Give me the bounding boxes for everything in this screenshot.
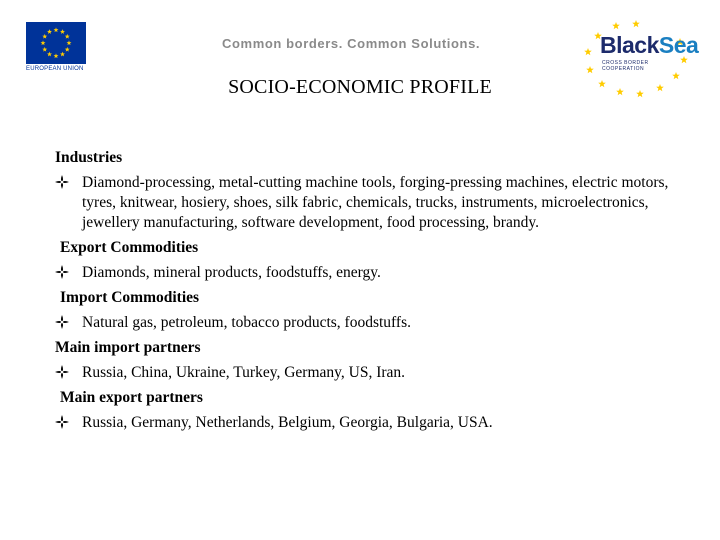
diamond-bullet-icon [55,265,69,279]
list-item-text: Diamond-processing, metal-cutting machine tools, forging-pressing machines, electric motors, tyres, knitwear, hosiery, shoes, silk fabric, chemicals, trucks, instruments, microelectronics, jewellery manufacturing, software development, food processing, brandy. [82,174,669,231]
section-heading-import-partners: Main import partners [55,339,201,356]
eu-star-icon [65,34,70,39]
list-item-export [55,263,675,283]
logo-word-black: Black [600,32,659,58]
page-title: SOCIO-ECONOMIC PROFILE [228,76,492,98]
eu-label: EUROPEAN UNION [26,66,84,72]
logo-star-icon [612,22,620,29]
section-heading-export-partners: Main export partners [60,389,203,406]
logo-sub-line2: COOPERATION [602,66,645,72]
list-item-import-partners [55,363,675,383]
list-item-text: Russia, Germany, Netherlands, Belgium, Georgia, Bulgaria, USA. [82,414,493,431]
diamond-bullet-icon [55,365,69,379]
eu-star-icon [42,47,47,52]
logo-star-icon [632,20,640,27]
tagline: Common borders. Common Solutions. [222,36,481,51]
section-heading-industries: Industries [55,149,123,166]
list-item-text: Russia, China, Ukraine, Turkey, Germany, US, Iran. [82,364,406,381]
diamond-bullet-icon [55,315,69,329]
logo-word-sea: Sea [658,32,699,58]
list-item-industries [55,173,675,233]
list-item-text: Diamonds, mineral products, foodstuffs, energy. [82,264,381,281]
section-heading-import: Import Commodities [60,289,200,306]
list-item-export-partners [55,413,675,433]
logo-sub-line1: CROSS BORDER [602,60,649,66]
diamond-bullet-icon [55,175,69,189]
list-item-import [55,313,675,333]
eu-star-icon [67,40,72,45]
list-item-text: Natural gas, petroleum, tobacco products, foodstuffs. [82,314,412,331]
eu-star-icon [60,52,65,57]
eu-star-icon [42,34,47,39]
eu-star-icon [47,29,52,34]
diamond-bullet-icon [55,415,69,429]
profile-content [55,143,675,433]
eu-star-icon [41,40,46,45]
eu-logo [26,22,86,72]
eu-star-icon [60,29,65,34]
eu-star-icon [54,27,59,32]
eu-star-icon [47,52,52,57]
logo-star-icon [586,66,594,73]
logo-star-icon [584,48,592,55]
section-heading-export: Export Commodities [60,239,199,256]
eu-star-icon [54,53,59,58]
eu-star-icon [65,47,70,52]
eu-flag-icon [26,22,86,64]
logo-wordmark [600,32,698,59]
logo-subtitle [602,60,649,72]
